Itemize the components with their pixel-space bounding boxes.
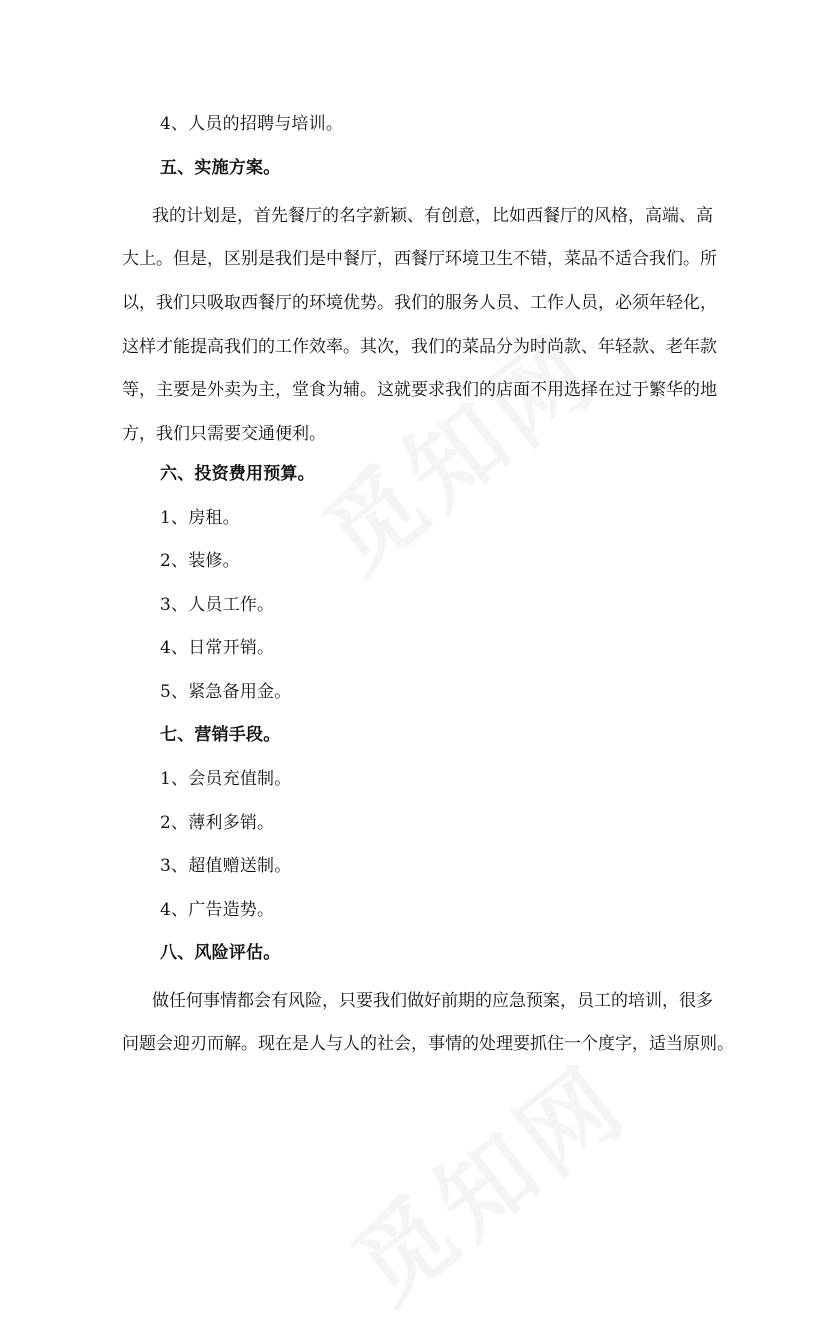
- paragraph-line: 我的计划是，首先餐厅的名字新颖、有创意，比如西餐厅的风格，高端、高: [152, 206, 713, 226]
- list-item: 3、超值赠送制。: [160, 856, 292, 876]
- section-heading: 六、投资费用预算。: [160, 464, 315, 484]
- list-item: 4、人员的招聘与培训。: [160, 114, 344, 134]
- paragraph-line: 等，主要是外卖为主，堂食为辅。这就要求我们的店面不用选择在过于繁华的地: [122, 380, 717, 400]
- section-heading: 五、实施方案。: [160, 158, 281, 178]
- list-item: 2、装修。: [160, 551, 240, 571]
- watermark: [321, 1028, 651, 1328]
- list-item: 4、日常开销。: [160, 638, 275, 658]
- paragraph-line: 做任何事情都会有风险，只要我们做好前期的应急预案，员工的培训，很多: [152, 991, 713, 1011]
- paragraph-line: 问题会迎刃而解。现在是人与人的社会，事情的处理要抓住一个度字，适当原则。: [122, 1034, 734, 1054]
- list-item: 1、房租。: [160, 508, 240, 528]
- list-item: 4、广告造势。: [160, 900, 275, 920]
- list-item: 2、薄利多销。: [160, 813, 275, 833]
- paragraph-line: 这样才能提高我们的工作效率。其次，我们的菜品分为时尚款、年轻款、老年款: [122, 337, 717, 357]
- list-item: 5、紧急备用金。: [160, 682, 292, 702]
- paragraph-line: 大上。但是，区别是我们是中餐厅，西餐厅环境卫生不错，菜品不适合我们。所: [122, 249, 717, 269]
- list-item: 1、会员充值制。: [160, 769, 292, 789]
- paragraph-line: 方，我们只需要交通便利。: [122, 424, 326, 444]
- section-heading: 七、营销手段。: [160, 725, 281, 745]
- list-item: 3、人员工作。: [160, 595, 275, 615]
- section-heading: 八、风险评估。: [160, 943, 281, 963]
- paragraph-line: 以，我们只吸取西餐厅的环境优势。我们的服务人员、工作人员，必须年轻化，: [122, 293, 717, 313]
